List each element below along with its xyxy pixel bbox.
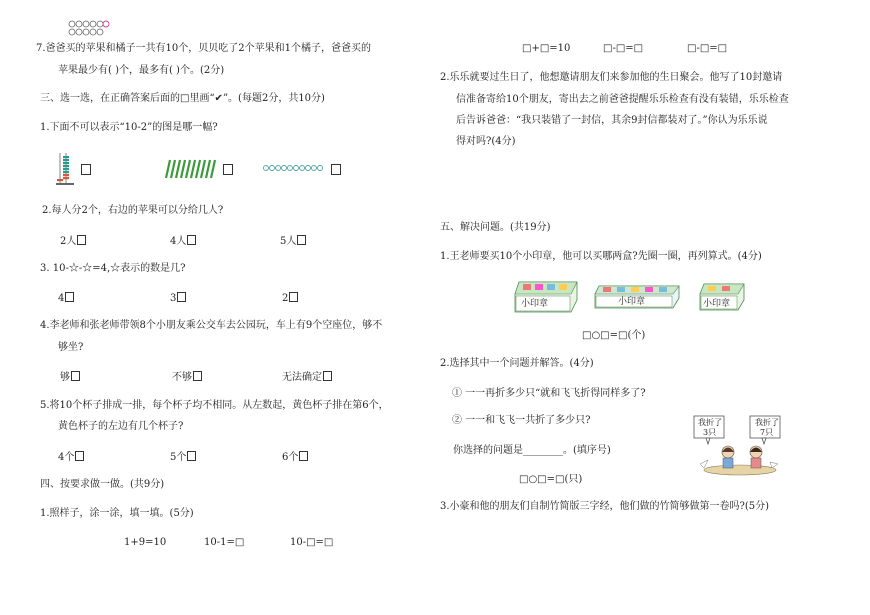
s3-q4-line2: 够坐? bbox=[58, 342, 84, 353]
s3-q2-opt-c[interactable] bbox=[280, 235, 306, 248]
s3-q2-opt-b[interactable] bbox=[170, 235, 196, 248]
s3-q2-text: 2.每人分2个，右边的苹果可以分给几人? bbox=[42, 205, 224, 216]
section3-title: 三、选一选，在正确答案后面的□里画“✔”。(每题2分，共10分) bbox=[40, 93, 325, 104]
stamp-label-1: 小印章 bbox=[521, 299, 549, 309]
bubble-1-line1: 我折了 bbox=[698, 418, 722, 427]
section5-title: 五、解决问题。(共19分) bbox=[440, 222, 551, 233]
circles-row-icon bbox=[263, 163, 327, 173]
s5-q2-text: 2.选择其中一个问题并解答。(4分) bbox=[440, 358, 594, 369]
s3-q5-line2: 黄色杯子的左边有几个杯子? bbox=[58, 421, 184, 432]
bubble-1-line2: 3只 bbox=[703, 428, 717, 437]
option-label: 4人 bbox=[170, 236, 187, 247]
choice-box[interactable] bbox=[187, 235, 196, 245]
s3-q3-opt-a[interactable] bbox=[58, 292, 74, 305]
s3-q4-opt-b[interactable] bbox=[172, 371, 202, 384]
s4-q1-eq-3[interactable]: 10-□=□ bbox=[290, 537, 334, 548]
choice-box[interactable] bbox=[77, 235, 86, 245]
s3-q1-text: 1.下面不可以表示“10-2”的图是哪一幅? bbox=[40, 122, 218, 133]
choice-box[interactable] bbox=[75, 451, 84, 461]
choice-box[interactable] bbox=[65, 292, 74, 302]
s5-q2-option-2: ② 一一和飞飞一共折了多少只? bbox=[452, 415, 591, 426]
sticks-icon bbox=[162, 158, 218, 180]
s5-q1-formula[interactable]: □○□=□(个) bbox=[582, 330, 646, 341]
s5-q3-text: 3.小豪和他的朋友们自制竹简版三字经，他们做的竹简够做第一卷吗?(5分) bbox=[440, 501, 770, 512]
bubble-2-line1: 我折了 bbox=[755, 418, 779, 427]
choice-box[interactable] bbox=[323, 371, 332, 381]
s5-q1-text: 1.王老师要买10个小印章，他可以买哪两盒?先圈一圈，再列算式。(4分) bbox=[440, 251, 762, 262]
option-label: 无法确定 bbox=[282, 372, 322, 383]
q7-line2: 苹果最少有( )个，最多有( )个。(2分) bbox=[58, 65, 225, 76]
top-eq-1[interactable]: □+□=10 bbox=[522, 43, 571, 54]
stamp-label-3: 小印章 bbox=[703, 299, 731, 309]
s3-q5-line1: 5.将10个杯子排成一排，每个杯子均不相同。从左数起，黄色杯子排在第6个， bbox=[40, 400, 389, 411]
choice-box[interactable] bbox=[187, 451, 196, 461]
stamp-label-2: 小印章 bbox=[618, 297, 646, 307]
s3-q3-opt-c[interactable] bbox=[282, 292, 298, 305]
top-eq-3[interactable]: □-□=□ bbox=[687, 43, 728, 54]
s3-q2-opt-a[interactable] bbox=[60, 235, 86, 248]
option-label: 5个 bbox=[170, 452, 187, 463]
abacus-icon bbox=[54, 150, 76, 186]
s5-q2-formula[interactable]: □○□=□(只) bbox=[519, 474, 583, 485]
choice-box[interactable] bbox=[297, 235, 306, 245]
s4-q1-text: 1.照样子，涂一涂，填一填。(5分) bbox=[40, 508, 194, 519]
s4-q2-line2: 信准备寄给10个朋友，寄出去之前爸爸提醒乐乐检查有没有装错，乐乐检查 bbox=[456, 94, 789, 105]
choice-box[interactable] bbox=[289, 292, 298, 302]
s3-q5-opt-b[interactable] bbox=[170, 451, 196, 464]
choice-box-pic1[interactable] bbox=[81, 164, 91, 175]
s3-q4-opt-c[interactable] bbox=[282, 371, 332, 384]
s4-q2-line1: 2.乐乐就要过生日了，他想邀请朋友们来参加他的生日聚会。他写了10封邀请 bbox=[440, 72, 783, 83]
s3-q4-opt-a[interactable] bbox=[60, 371, 80, 384]
s5-q2-fill-blank[interactable]: 你选择的问题是________。(填序号) bbox=[453, 445, 611, 456]
choice-box-pic3[interactable] bbox=[331, 164, 341, 175]
choice-box-pic2[interactable] bbox=[223, 164, 233, 175]
choice-box[interactable] bbox=[193, 371, 202, 381]
option-label: 3 bbox=[170, 293, 177, 304]
s4-q1-eq-2[interactable]: 10-1=□ bbox=[204, 537, 245, 548]
option-label: 4个 bbox=[58, 452, 75, 463]
q7-line1: 7.爸爸买的苹果和橘子一共有10个，贝贝吃了2个苹果和1个橘子，爸爸买的 bbox=[36, 43, 371, 54]
section4-title: 四、按要求做一做。(共9分) bbox=[40, 479, 165, 490]
choice-box[interactable] bbox=[71, 371, 80, 381]
choice-box[interactable] bbox=[299, 451, 308, 461]
s3-q3-opt-b[interactable] bbox=[170, 292, 186, 305]
top-eq-2[interactable]: □-□=□ bbox=[603, 43, 644, 54]
option-label: 6个 bbox=[282, 452, 299, 463]
option-label: 5人 bbox=[280, 236, 297, 247]
s3-q3-text: 3. 10-☆-☆=4,☆表示的数是几? bbox=[40, 263, 186, 274]
option-label: 4 bbox=[58, 293, 65, 304]
option-label: 够 bbox=[60, 372, 70, 383]
option-label: 2 bbox=[282, 293, 289, 304]
s4-q1-eq-1: 1+9=10 bbox=[124, 537, 167, 548]
bead-counter-icon bbox=[68, 20, 110, 36]
option-label: 2人 bbox=[60, 236, 77, 247]
s3-q5-opt-a[interactable] bbox=[58, 451, 84, 464]
option-label: 不够 bbox=[172, 372, 192, 383]
s3-q5-opt-c[interactable] bbox=[282, 451, 308, 464]
s3-q4-line1: 4.李老师和张老师带领8个小朋友乘公交车去公园玩，车上有9个空座位，够不 bbox=[40, 320, 383, 331]
s5-q2-option-1: ① 一一再折多少只“就和飞飞折得同样多了? bbox=[452, 388, 646, 399]
s4-q2-line4: 得对吗?(4分) bbox=[456, 136, 516, 147]
bubble-2-line2: 7只 bbox=[760, 428, 774, 437]
s4-q2-line3: 后告诉爸爸：“我只装错了一封信，其余9封信都装对了。”你认为乐乐说 bbox=[456, 115, 768, 126]
choice-box[interactable] bbox=[177, 292, 186, 302]
